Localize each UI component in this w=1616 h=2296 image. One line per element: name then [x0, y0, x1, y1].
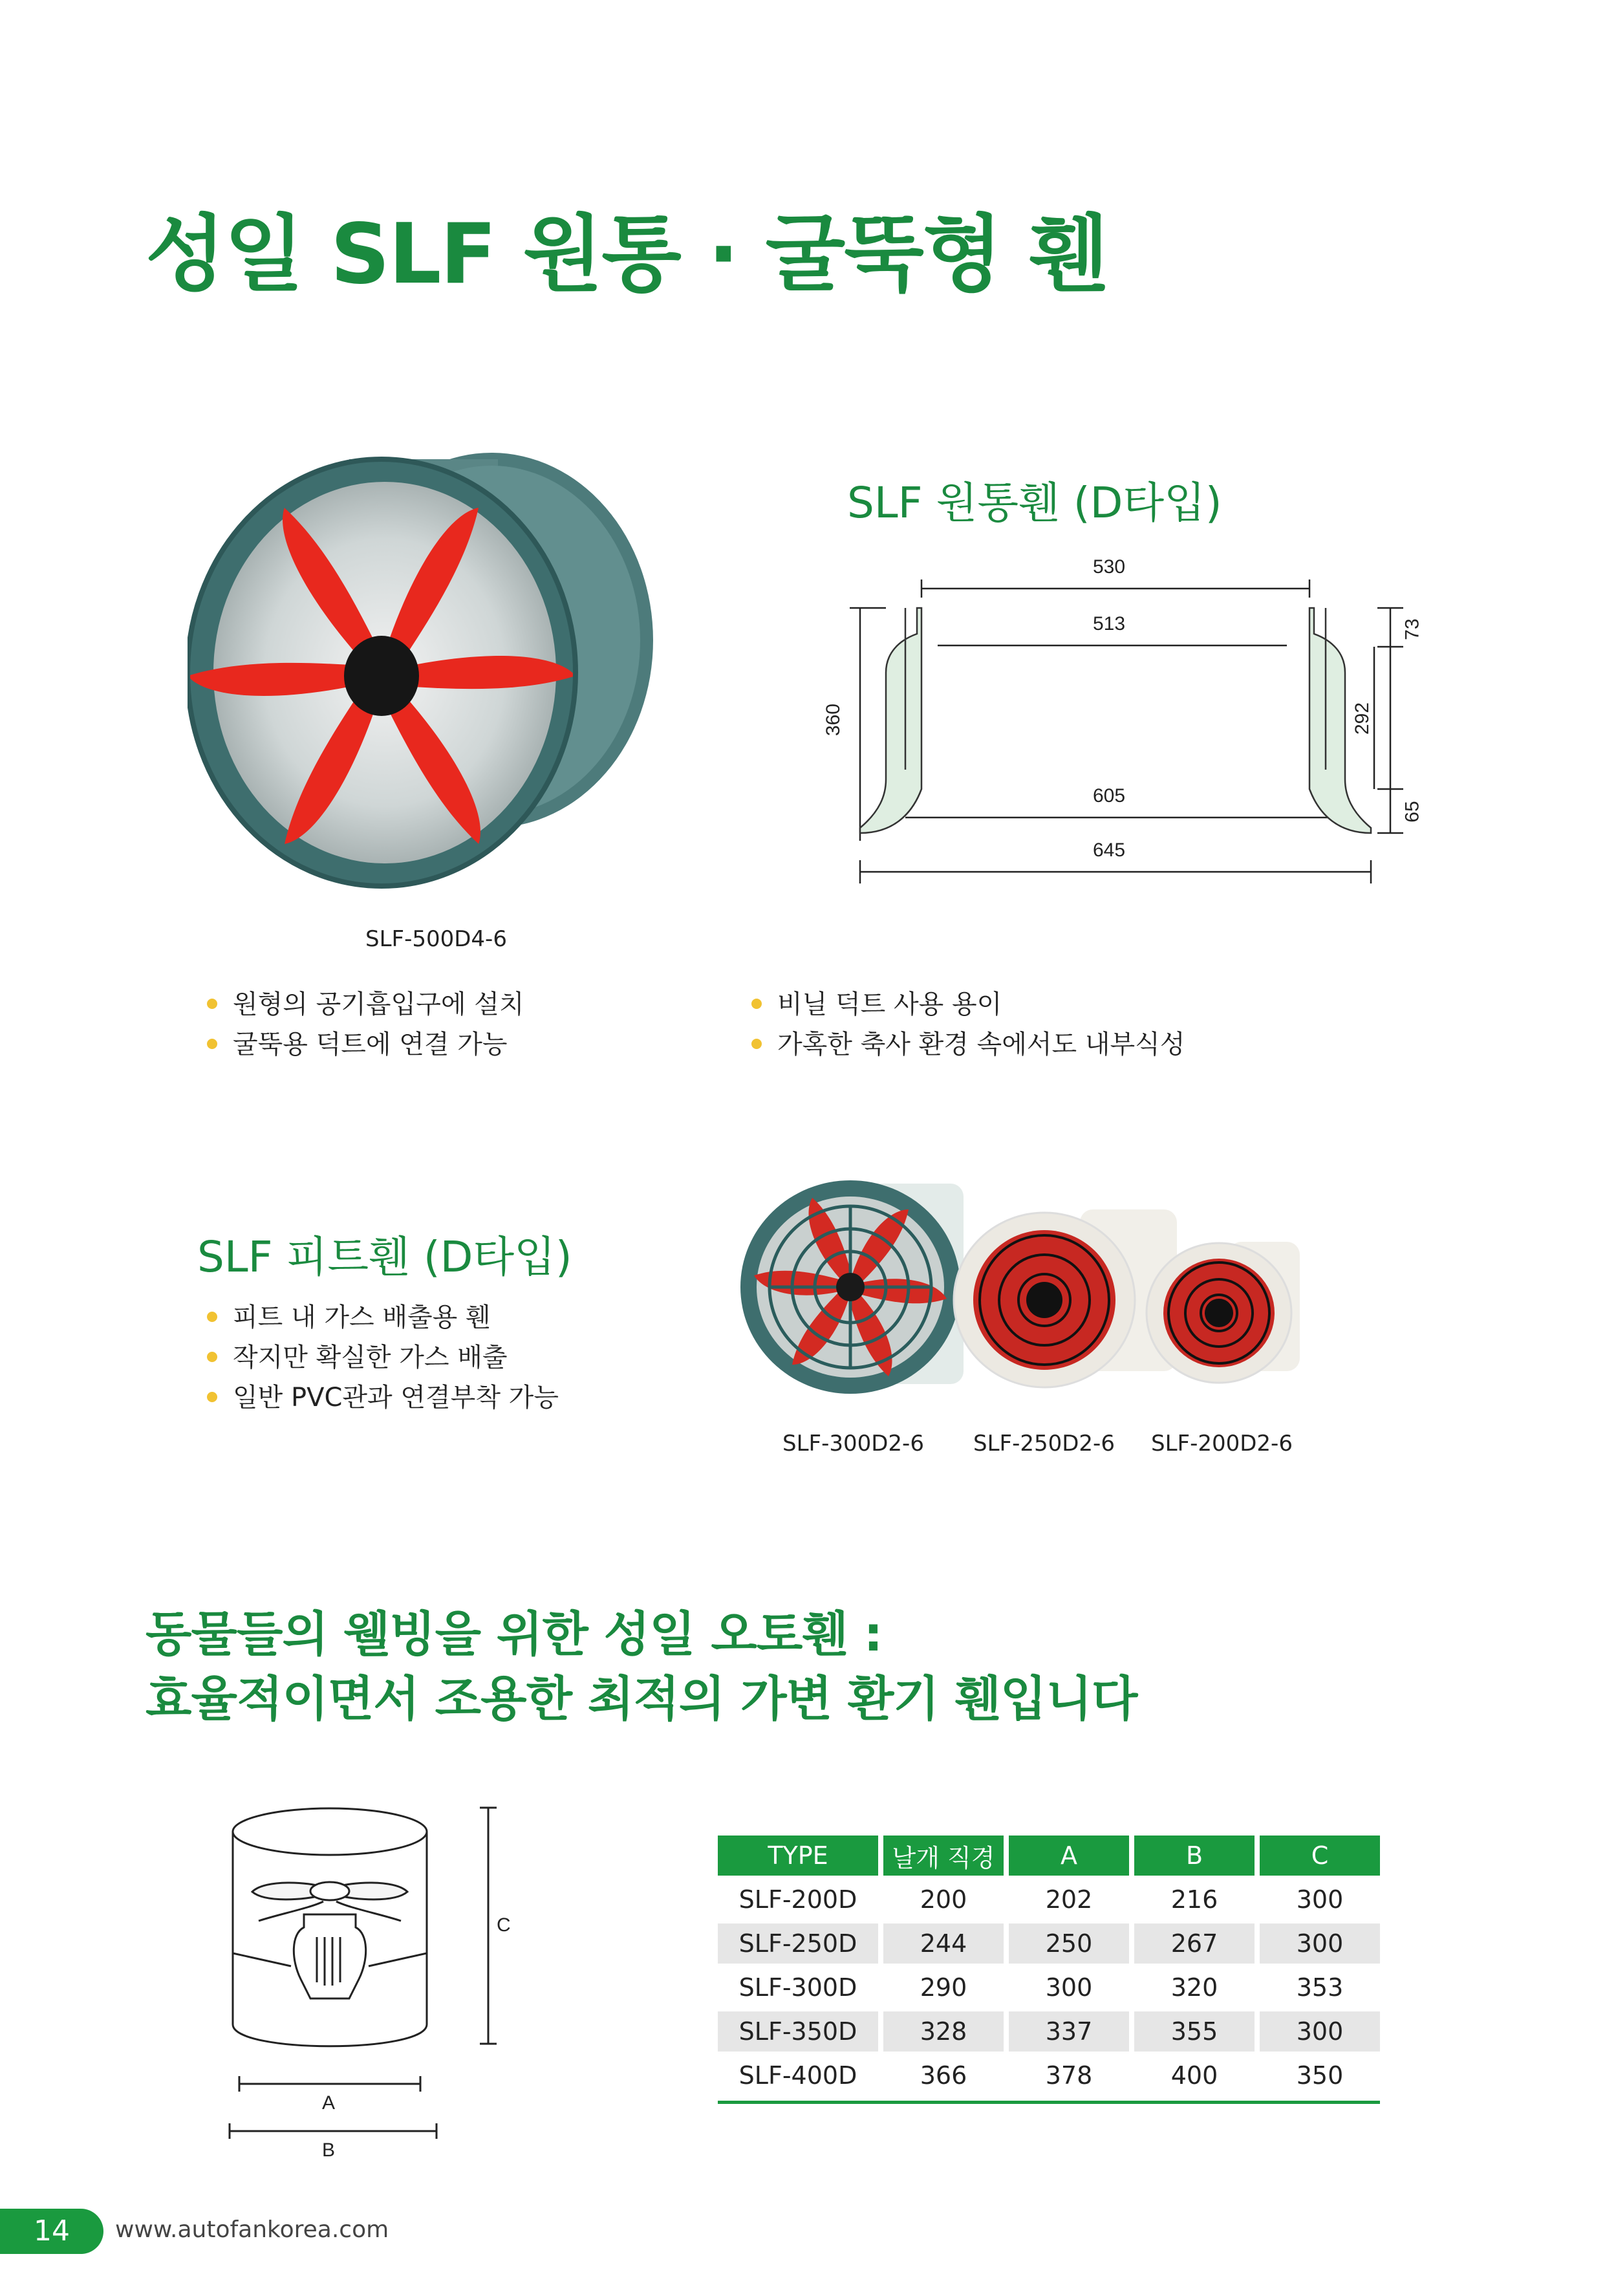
dimension-360: 360 [823, 703, 845, 737]
product-caption-slf-200d2-6: SLF-200D2-6 [1151, 1431, 1293, 1457]
cell-type: SLF-300D [738, 1973, 857, 2002]
cell-c: 353 [1296, 1973, 1344, 2002]
slf-500d4-6-fan-image [188, 446, 679, 899]
product-caption-slf-500d4-6: SLF-500D4-6 [365, 926, 507, 952]
page-number-badge: 14 [0, 2209, 103, 2254]
feature-item: 작지만 확실한 가스 배출 [206, 1338, 559, 1378]
table-bottom-rule [718, 2101, 1380, 2104]
cell-type: SLF-350D [718, 2011, 878, 2052]
cylinder-fan-features-left [206, 984, 524, 1065]
cylinder-fan-heading: SLF 원통휀 (D타입) [847, 478, 1222, 528]
cell-b: 216 [1170, 1885, 1218, 1914]
cell-blade: 290 [920, 1973, 967, 2002]
cell-a: 250 [1009, 1923, 1129, 1964]
cylinder-fan-dimension-drawing [821, 556, 1442, 893]
dimension-605: 605 [1093, 785, 1126, 807]
table-row [718, 1879, 1380, 1920]
dimension-73: 73 [1401, 618, 1423, 640]
cell-c: 350 [1296, 2061, 1344, 2090]
cell-b: 320 [1170, 1973, 1218, 2002]
feature-item: 굴뚝용 덕트에 연결 가능 [206, 1024, 524, 1065]
cell-c: 300 [1296, 1885, 1344, 1914]
dimension-530: 530 [1093, 556, 1126, 578]
cylinder-fan-features-right [750, 984, 1185, 1065]
dimension-292: 292 [1352, 702, 1374, 735]
col-header-b: B [1134, 1836, 1255, 1876]
feature-item: 피트 내 가스 배출용 휀 [206, 1297, 559, 1338]
diagram-label-c: C [497, 1914, 511, 1936]
cell-c: 300 [1260, 1923, 1380, 1964]
cell-type: SLF-250D [718, 1923, 878, 1964]
page-title: 성일 SLF 원통 · 굴뚝형 휀 [145, 206, 1108, 303]
pit-fan-features [206, 1297, 559, 1418]
cell-b: 400 [1170, 2061, 1218, 2090]
table-row [718, 2055, 1380, 2096]
product-caption-slf-250d2-6: SLF-250D2-6 [973, 1431, 1115, 1457]
cell-type: SLF-400D [738, 2061, 857, 2090]
dimension-65: 65 [1401, 801, 1423, 823]
feature-item: 원형의 공기흡입구에 설치 [206, 984, 524, 1024]
dimension-645: 645 [1093, 839, 1126, 861]
website-url: www.autofankorea.com [115, 2216, 389, 2243]
col-header-c: C [1260, 1836, 1380, 1876]
cell-blade: 200 [920, 1885, 967, 1914]
diagram-label-a: A [322, 2092, 336, 2114]
cell-a: 300 [1045, 1973, 1093, 2002]
cell-b: 355 [1134, 2011, 1255, 2052]
spec-table-container [713, 1832, 1385, 2104]
cell-type: SLF-200D [738, 1885, 857, 1914]
feature-item: 비닐 덕트 사용 용이 [750, 984, 1185, 1024]
feature-item: 가혹한 축사 환경 속에서도 내부식성 [750, 1024, 1185, 1065]
table-row [718, 1967, 1380, 2008]
slogan-line-2: 효율적이면서 조용한 최적의 가변 환기 휀입니다 [145, 1671, 1137, 1727]
table-row [718, 1923, 1380, 1964]
cell-a: 378 [1045, 2061, 1093, 2090]
fan-line-drawing [220, 1804, 556, 2161]
product-caption-slf-300d2-6: SLF-300D2-6 [782, 1431, 924, 1457]
cell-blade: 244 [883, 1923, 1004, 1964]
dimension-513: 513 [1093, 613, 1126, 634]
cell-b: 267 [1134, 1923, 1255, 1964]
col-header-a: A [1009, 1836, 1129, 1876]
feature-item: 일반 PVC관과 연결부착 가능 [206, 1378, 559, 1418]
pit-fan-heading: SLF 피트휀 (D타입) [197, 1232, 572, 1282]
pit-fans-image [737, 1164, 1306, 1416]
slogan-line-1: 동물들의 웰빙을 위한 성일 오토휀 : [145, 1607, 883, 1662]
cell-a: 337 [1009, 2011, 1129, 2052]
cell-a: 202 [1045, 1885, 1093, 1914]
table-row [718, 2011, 1380, 2052]
cell-blade: 328 [883, 2011, 1004, 2052]
col-header-blade-diameter: 날개 직경 [883, 1836, 1004, 1876]
cell-blade: 366 [920, 2061, 967, 2090]
cell-c: 300 [1260, 2011, 1380, 2052]
spec-table [713, 1832, 1385, 2099]
col-header-type: TYPE [718, 1836, 878, 1876]
diagram-label-b: B [322, 2139, 336, 2161]
